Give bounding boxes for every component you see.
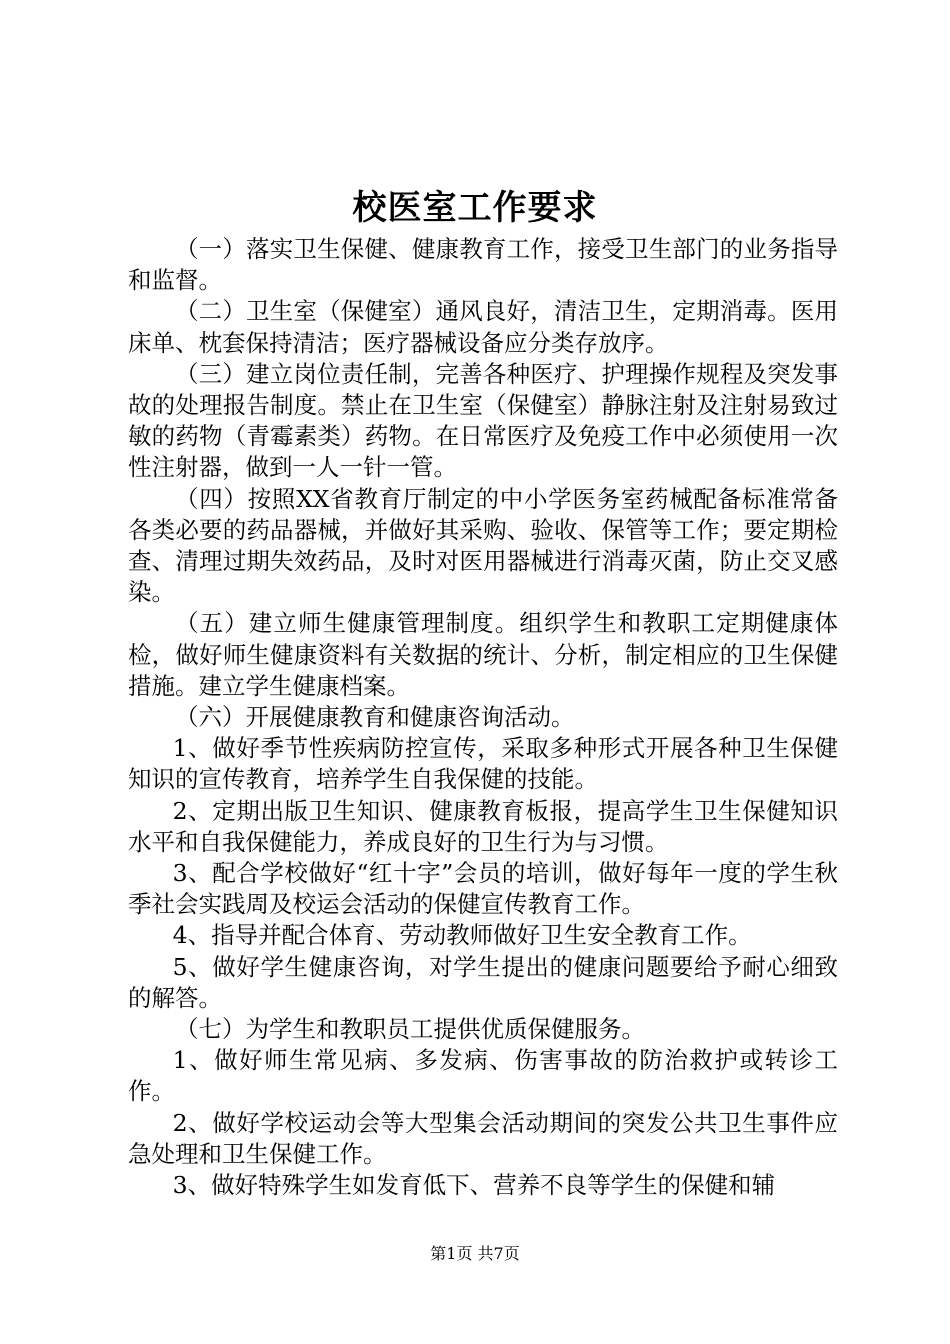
- list-item-7-1: 1、做好师生常见病、多发病、伤害事故的防治救护或转诊工作。: [128, 1046, 838, 1106]
- paragraph-4: （四）按照XX省教育厅制定的中小学医务室药械配备标准常备各类必要的药品器械，并做好其采购、验收、保管等工作；要定期检查、清理过期失效药品，及时对医用器械进行消毒灭菌，防止交叉感染。: [128, 484, 838, 607]
- paragraph-6: （六）开展健康教育和健康咨询活动。: [175, 703, 575, 732]
- paragraph-1: （一）落实卫生保健、健康教育工作，接受卫生部门的业务指导和监督。: [128, 235, 838, 295]
- paragraph-5: （五）建立师生健康管理制度。组织学生和教职工定期健康体检，做好师生健康资料有关数据的统计、分析，制定相应的卫生保健措施。建立学生健康档案。: [128, 609, 838, 700]
- document-title: 校医室工作要求: [352, 188, 598, 228]
- page-footer: 第1页 共7页: [430, 1244, 520, 1263]
- list-item-6-2: 2、定期出版卫生知识、健康教育板报，提高学生卫生保健知识水平和自我保健能力，养成良好的卫生行为与习惯。: [128, 796, 838, 856]
- paragraph-7: （七）为学生和教职员工提供优质保健服务。: [175, 1015, 645, 1044]
- paragraph-3: （三）建立岗位责任制，完善各种医疗、护理操作规程及突发事故的处理报告制度。禁止在卫生室（保健室）静脉注射及注射易致过敏的药物（青霉素类）药物。在日常医疗及免疫工作中必须使用一次性注射器，做到一人一针一管。: [128, 359, 838, 482]
- list-item-6-1: 1、做好季节性疾病防控宣传，采取多种形式开展各种卫生保健知识的宣传教育，培养学生自我保健的技能。: [128, 734, 838, 794]
- list-item-6-4: 4、指导并配合体育、劳动教师做好卫生安全教育工作。: [172, 921, 752, 950]
- list-item-7-2: 2、做好学校运动会等大型集会活动期间的突发公共卫生事件应急处理和卫生保健工作。: [128, 1108, 838, 1168]
- list-item-6-5: 5、做好学生健康咨询，对学生提出的健康问题要给予耐心细致的解答。: [128, 952, 838, 1012]
- document-body: [128, 234, 838, 1201]
- paragraph-2: （二）卫生室（保健室）通风良好，清洁卫生，定期消毒。医用床单、枕套保持清洁；医疗器械设备应分类存放序。: [128, 297, 838, 357]
- list-item-6-3: 3、配合学校做好“红十字”会员的培训，做好每年一度的学生秋季社会实践周及校运会活动的保健宣传教育工作。: [128, 859, 838, 919]
- list-item-7-3: 3、做好特殊学生如发育低下、营养不良等学生的保健和辅: [172, 1171, 776, 1200]
